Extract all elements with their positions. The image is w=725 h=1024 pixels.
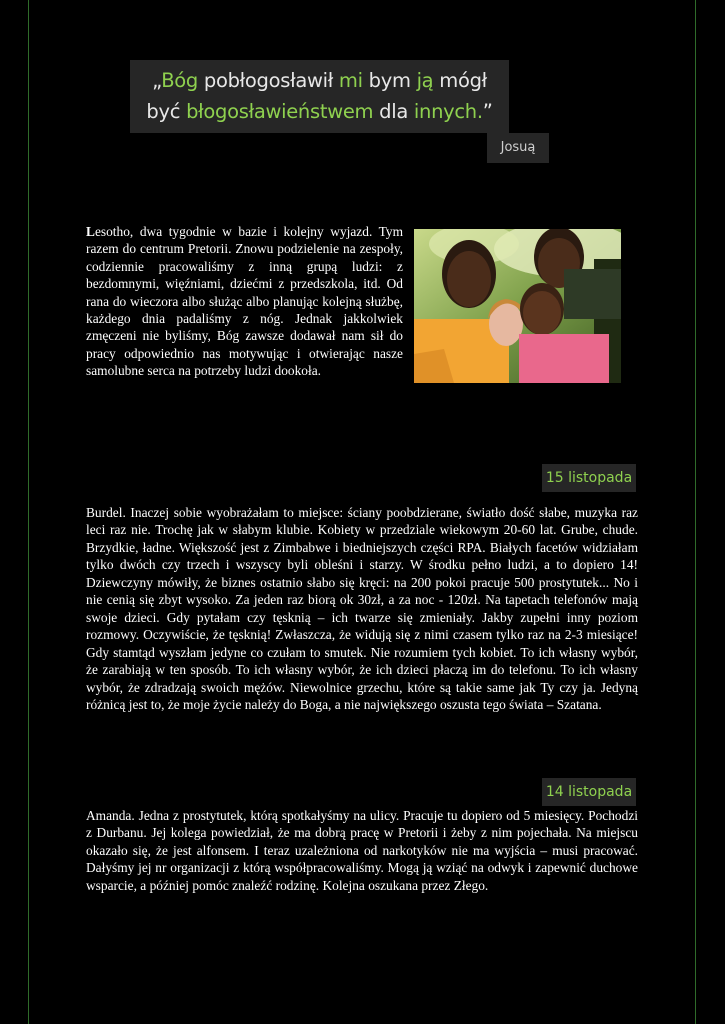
quote-word: pobłogosławił — [198, 69, 339, 92]
quote-word: bym — [362, 69, 417, 92]
entry-date-1: 15 listopada — [542, 464, 636, 492]
children-photo — [414, 229, 621, 383]
quote-word-mi: mi — [338, 69, 363, 92]
quote-word-blogoslawienstwem: błogosławieństwem — [186, 100, 374, 123]
page-border-right — [695, 0, 696, 1024]
quote-word-bog: Bóg — [161, 69, 198, 92]
quote-word-innych: innych. — [413, 100, 483, 123]
quote-open-mark: „ — [152, 69, 162, 92]
quote-word-ja: ją — [416, 69, 434, 92]
quote-line-2 — [130, 96, 509, 127]
entry-text-1: Burdel. Inaczej sobie wyobrażałam to miejsce: ściany poobdzierane, światło dość słabe, muzyka raz leci raz nie. Trochę jak w słabym klubie. Kobiety w przedziale wiekowym 20-60 lat. Grube, chude. Brzydkie, ładne. Większość jest z Zimbabwe i biedniejszych części RPA. Białych facetów widziałam tylko dwóch czy trzech i wszyscy byli obleśni i starzy. W środku pełno ludzi, a to dopiero 14! Dziewczyny mówiły, że biznes ostatnio słabo się kręci: na 200 pokoi pracuje 500 prostytutek... No i nie cenią się zbyt wysoko. Za jeden raz biorą ok 30zł, a za noc - 120zł. Na tapetach telefonów mają swoje dzieci. Gdy pytałam czy tęsknią – ich twarze się zmieniały. Jakby zupełni inny poziom rozmowy. Oczywiście, że tęsknią! Zwłaszcza, że widują się z nimi czasem tylko raz na 2-3 miesiące! Gdy stamtąd wyszłam jedyne co czułam to smutek. Nie rozumiem tych kobiet. To ich własny wybór, że zarabiają w ten sposób. To ich własny wybór, że ich dzieci płaczą im do telefonu. To ich własny wybór, że zdradzają swoich mężów. Niewolnice grzechu, które są takie same jak Ty czy ja. Jedyną różnicą jest to, że moje życie należy do Boga, a nie największego oszusta tego świata – Szatana. — [86, 505, 638, 712]
quote-word: być — [146, 100, 187, 123]
quote-box — [130, 60, 509, 133]
quote-author: Josuą — [487, 133, 549, 163]
page-border-left — [28, 0, 29, 1024]
quote-word: dla — [373, 100, 414, 123]
quote-line-1 — [130, 65, 509, 96]
entry-text-2: Amanda. Jedna z prostytutek, którą spotkałyśmy na ulicy. Pracuje tu dopiero od 5 miesięcy. Pochodzi z Durbanu. Jej kolega powiedział, że ma dobrą pracę w Pretorii i żeby z nim pojechała. Na miejscu okazało się, że jest alfonsem. I teraz uzależniona od narkotyków nie ma wyjścia – musi pracować. Dałyśmy jej nr organizacji z którą współpracowaliśmy. Mogą ją wziąć na odwyk i zapewnić duchowe wsparcie, a później pomóc znaleźć rodzinę. Kolejna oszukana przez Złego. — [86, 808, 638, 893]
quote-close-mark: ” — [482, 100, 493, 123]
quote-word: mógł — [433, 69, 487, 92]
children-photo-illustration — [414, 229, 621, 383]
entry-date-2: 14 listopada — [542, 778, 636, 806]
intro-paragraph — [86, 223, 403, 380]
intro-first-letter: L — [86, 224, 95, 239]
intro-text: esotho, dwa tygodnie w bazie i kolejny wyjazd. Tym razem do centrum Pretorii. Znowu podzielenie na zespoły, codziennie pracowaliśmy z inną grupą ludzi: z bezdomnymi, więźniami, dziećmi z przedszkola, itd. Od rana do wieczora albo służąc albo planując kolejną służbę, każdego dnia padaliśmy z nóg. Jednak jakkolwiek zmęczeni nie byliśmy, Bóg zawsze dodawał nam sił do pracy odpowiednio nas motywując i otwierając nasze samolubne serca na potrzeby ludzi dookoła. — [86, 224, 403, 379]
